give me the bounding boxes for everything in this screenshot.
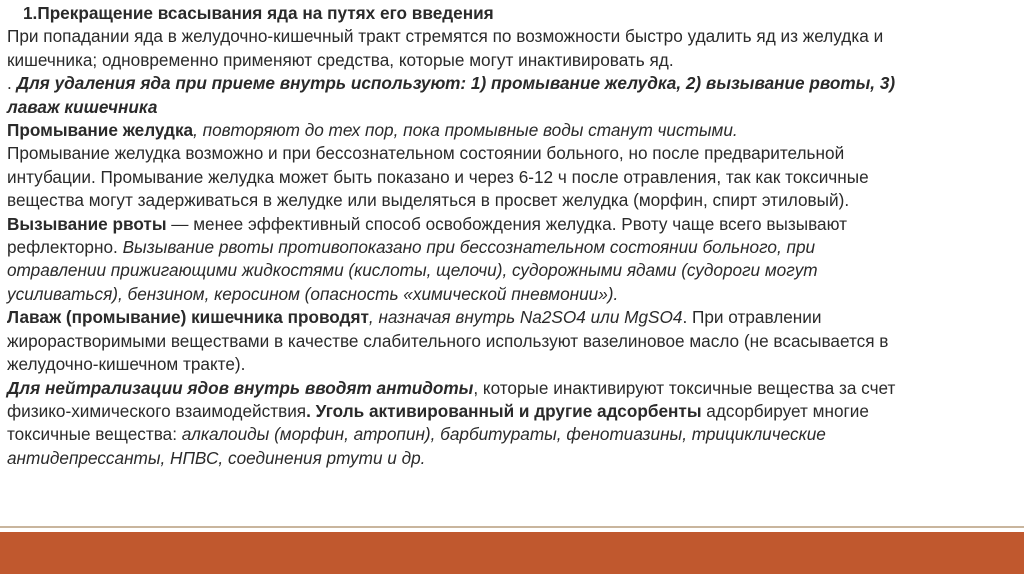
p6-heading: Для нейтрализации ядов внутрь вводят антидоты [7, 377, 474, 398]
bottom-rule [0, 526, 1024, 528]
p6-line-2 [7, 400, 1017, 423]
p5-line-3: желудочно-кишечном тракте). [7, 354, 246, 375]
p6-line-2-tail: адсорбирует многие [701, 400, 869, 421]
p4-line-3-italic: отравлении прижигающими жидкостями (кислоты, щелочи), судорожными ядами (судороги могут [7, 260, 818, 281]
slide-body [7, 2, 1017, 470]
p4-line-3 [7, 259, 1017, 282]
p6-line-2-bold: . Уголь активированный и другие адсорбенты [306, 400, 702, 421]
p3-line-4: вещества могут задерживаться в желудке или выделяться в просвет желудка (морфин, спирт этиловый). [7, 190, 850, 211]
p3-line-2: Промывание желудка возможно и при бессознательном состоянии больного, но после предварительной [7, 143, 845, 164]
p2-line-2 [7, 96, 1017, 119]
p1-line-2: кишечника; одновременно применяют средства, которые могут инактивировать яд. [7, 49, 674, 70]
p4-heading: Вызывание рвоты [7, 213, 167, 234]
p6-line-4 [7, 447, 1017, 470]
p3-line-1 [7, 119, 1017, 142]
p2-line-1 [7, 72, 1017, 95]
p5-text-1: . При отравлении [682, 307, 822, 328]
p6-line-1 [7, 377, 1017, 400]
p6-text-1: , которые инактивируют токсичные вещества за счет [473, 377, 896, 398]
p5-line-2: жирорастворимыми веществами в качестве слабительного используют вазелиновое масло (не всасывается в [7, 330, 889, 351]
p3-line-3: интубации. Промывание желудка может быть показано и через 6-12 ч после отравления, так как токсичные [7, 166, 869, 187]
slide-title: 1.Прекращение всасывания яда на путях его введения [23, 3, 494, 23]
p2-methods-text: Для удаления яда при приеме внутрь используют: 1) промывание желудка, 2) вызывание рвоты, 3) [16, 73, 896, 94]
p4-line-2-italic: Вызывание рвоты противопоказано при бессознательном состоянии больного, при [122, 237, 816, 258]
p1-line-1: При попадании яда в желудочно-кишечный тракт стремятся по возможности быстро удалить яд из желудка и [7, 26, 884, 47]
p2-methods-tail: лаваж кишечника [7, 96, 158, 117]
p4-text-1: — менее эффективный способ освобождения желудка. Рвоту чаще всего вызывают [166, 213, 847, 234]
p5-heading: Лаваж (промывание) кишечника проводят [7, 307, 369, 328]
p6-line-2-normal: физико-химического взаимодействия [7, 400, 307, 421]
p4-line-2-normal: рефлекторно. [7, 237, 123, 258]
p6-line-4-italic: антидепрессанты, НПВС, соединения ртути и др. [7, 447, 426, 468]
p4-line-4-italic: усиливаться), бензином, керосином (опасность «химической пневмонии»). [7, 283, 619, 304]
bottom-accent-band [0, 532, 1024, 574]
p4-line-2 [7, 236, 1017, 259]
p5-italic: , назначая внутрь Na2SO4 или MgSO4 [368, 307, 683, 328]
p4-line-1 [7, 213, 1017, 236]
p6-line-3-normal: токсичные вещества: [7, 424, 182, 445]
p4-line-4 [7, 283, 1017, 306]
p6-line-3-italic: алкалоиды (морфин, атропин), барбитураты, фенотиазины, трициклические [181, 424, 826, 445]
p3-italic: , повторяют до тех пор, пока промывные воды станут чистыми. [193, 120, 738, 141]
p6-line-3 [7, 423, 1017, 446]
p5-line-1 [7, 306, 1017, 329]
p2-lead: . [7, 73, 17, 94]
p3-heading: Промывание желудка [7, 120, 194, 141]
